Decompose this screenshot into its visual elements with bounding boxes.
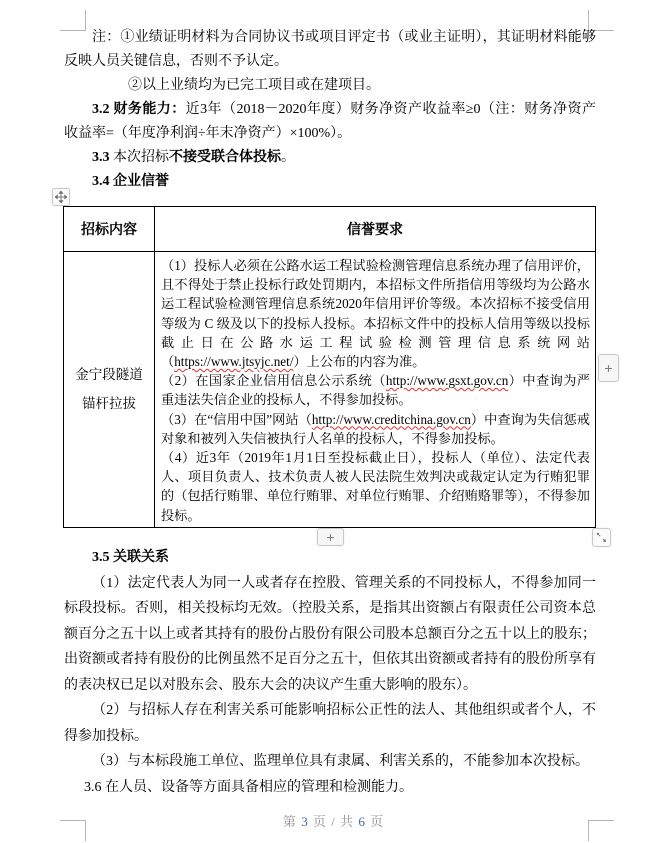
section-3-5-label: 3.5 关联关系 xyxy=(92,550,169,565)
table-resize-icon xyxy=(596,532,607,543)
requirement-item-4 xyxy=(161,448,590,525)
requirement-item-2 xyxy=(161,371,590,409)
header-cell-credit-requirements: 信誉要求 xyxy=(155,207,596,252)
table-move-handle[interactable] xyxy=(52,188,70,206)
requirement-1-url: https://www.jtsyjc.net/ xyxy=(174,354,294,370)
section-3-4-heading xyxy=(64,170,596,194)
insert-col-icon: + xyxy=(604,360,613,376)
upper-text-block xyxy=(64,26,596,194)
section-3-5-item-2 xyxy=(64,698,596,749)
section-3-3-bold-text: 不接受联合体投标 xyxy=(169,150,281,165)
requirement-3-url: http://www.creditchina.gov.cn xyxy=(311,411,471,427)
bid-content-text: 金宁段隧道锚杆拉拔 xyxy=(75,367,143,412)
section-3-5-item-3 xyxy=(64,749,596,775)
footer-suffix: 页 xyxy=(365,814,385,829)
header-cell-bid-content: 招标内容 xyxy=(64,207,155,252)
section-3-3-number: 3.3 xyxy=(92,150,110,165)
note-1-text: 注：①业绩证明材料为合同协议书或项目评定书（或业主证明），其证明材料能够反映人员关键信息，否则不予认定。 xyxy=(64,30,596,69)
section-3-5-item-1 xyxy=(64,571,596,699)
total-page-number: 6 xyxy=(358,814,366,829)
section-3-3-text-post: 。 xyxy=(281,150,295,165)
requirement-2-text-post: ）中查询为严重违法失信企业的投标人，不得参加投标。 xyxy=(161,373,591,408)
bid-content-cell xyxy=(64,252,155,528)
page-footer xyxy=(0,811,667,830)
section-3-5-heading xyxy=(64,545,596,571)
requirement-1-text: （1）投标人必须在公路水运工程试验检测管理信息系统办理了信用评价，且不得处于禁止投标行政处罚期内，本招标文件所指信用等级均为公路水运工程试验检测管理信息系统2020年信用评价等级。本次招标不接受信用等级为 C 级及以下的投标人投标。本招标文件中的投标人信用等级以投标截止日在公路水运工程试验检测管理信息系统网站（ xyxy=(161,258,590,370)
note-paragraph-1 xyxy=(64,26,596,74)
table-row xyxy=(64,252,596,528)
requirement-2-text: （2）在国家企业信用信息公示系统（ xyxy=(161,373,386,389)
section-3-6-text: 3.6 在人员、设备等方面具备相应的管理和检测能力。 xyxy=(84,779,413,795)
credit-requirements-cell xyxy=(155,252,596,528)
footer-prefix: 第 xyxy=(282,814,302,829)
section-3-2-paragraph xyxy=(64,98,596,146)
requirement-3-text: （3）在“信用中国”网站（ xyxy=(161,411,312,427)
requirement-4-text: （4）近3年（2019年1月1日至投标截止日），投标人（单位）、法定代表人、项目负责人、技术负责人被人民法院生效判决或裁定认定为行贿犯罪的（包括行贿罪、单位行贿罪、对单位行贿罪、介绍贿赂罪等），不得参加投标。 xyxy=(161,450,590,523)
footer-middle: 页 / 共 xyxy=(308,814,359,829)
requirement-2-url: http://www.gsxt.gov.cn xyxy=(385,373,509,389)
note-paragraph-2 xyxy=(64,74,596,98)
requirement-3-text-post: ）中查询为失信惩戒对象和被列入失信被执行人名单的投标人，不得参加投标。 xyxy=(161,411,590,446)
section-3-5-item-1-text: （1）法定代表人为同一人或者存在控股、管理关系的不同投标人，不得参加同一标段投标。否则，相关投标均无效。（控股关系，是指其出资额占有限责任公司资本总额百分之五十以上或者其持有的股份占股份有限公司股本总额百分之五十以上的股东；出资额或者持有股份的比例虽然不足百分之五十，但依其出资额或者持有的股份所享有的表决权已足以对股东会、股东大会的决议产生重大影响的股东）。 xyxy=(64,575,596,693)
requirement-item-1 xyxy=(161,256,590,371)
lower-text-block xyxy=(64,545,596,800)
table-move-icon xyxy=(55,191,67,203)
section-3-6-paragraph xyxy=(64,775,596,801)
insert-column-button[interactable] xyxy=(598,354,619,382)
requirement-1-text-post: ）上公布的内容为准。 xyxy=(293,354,426,370)
credit-requirements-table xyxy=(63,206,596,528)
note-2-text: ②以上业绩均为已完工项目或在建项目。 xyxy=(128,78,380,93)
section-3-2-text: 近3年（2018－2020年度）财务净资产收益率≥0（注：财务净资产收益率=（年度净利润÷年末净资产）×100%）。 xyxy=(64,102,597,141)
insert-row-button[interactable] xyxy=(317,528,344,546)
section-3-3-text-pre: 本次招标 xyxy=(109,150,169,165)
requirement-item-3 xyxy=(161,410,590,448)
section-3-5-item-2-text: （2）与招标人存在利害关系可能影响招标公正性的法人、其他组织或者个人，不得参加投标。 xyxy=(64,703,596,744)
insert-row-icon: + xyxy=(326,529,335,545)
section-3-5-item-3-text: （3）与本标段施工单位、监理单位具有隶属、利害关系的，不能参加本次投标。 xyxy=(92,754,589,769)
table-header-row xyxy=(64,207,596,252)
section-3-4-label: 3.4 企业信誉 xyxy=(92,174,169,189)
section-3-2-label: 3.2 财务能力： xyxy=(92,102,186,117)
current-page-number: 3 xyxy=(301,814,309,829)
section-3-3-paragraph xyxy=(64,146,596,170)
